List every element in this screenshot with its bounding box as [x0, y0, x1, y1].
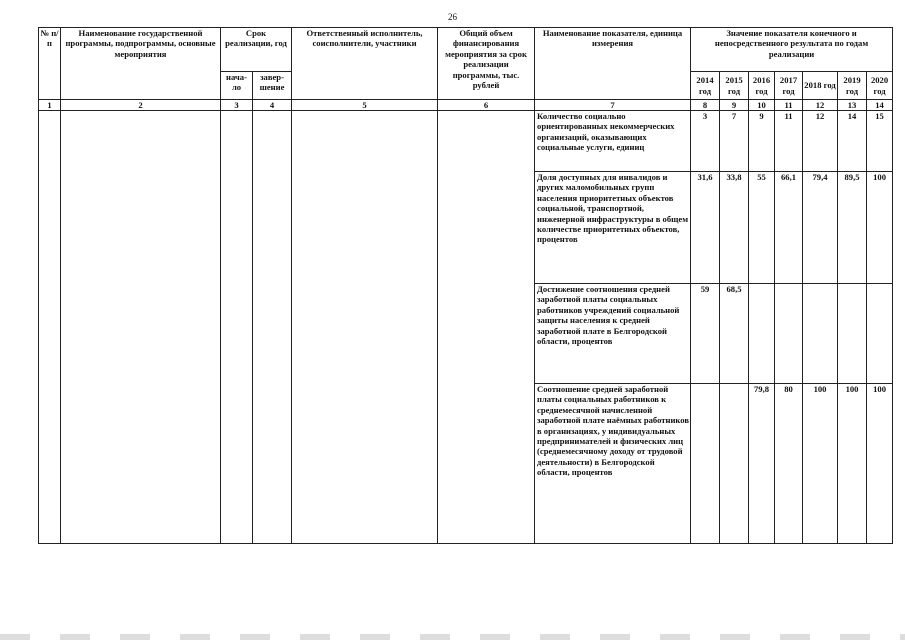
header-year: 2018 год	[803, 72, 838, 100]
column-numbers-row	[39, 100, 893, 111]
header-year: 2020 год	[867, 72, 893, 100]
value-cell	[720, 384, 749, 544]
indicator-name: Количество социально ориентированных некоммерческих организаций, оказывающих социальные услуги, единиц	[535, 111, 691, 172]
column-number: 2	[61, 100, 221, 111]
column-number: 5	[292, 100, 438, 111]
column-number: 12	[803, 100, 838, 111]
column-number: 11	[775, 100, 803, 111]
column-number: 3	[221, 100, 253, 111]
column-number: 7	[535, 100, 691, 111]
end-cell	[253, 111, 292, 544]
column-number: 14	[867, 100, 893, 111]
header-executor: Ответственный исполнитель, соисполнители, участники	[292, 28, 438, 100]
header-year: 2019 год	[838, 72, 867, 100]
value-cell	[749, 284, 775, 384]
value-cell: 11	[775, 111, 803, 172]
value-cell: 100	[803, 384, 838, 544]
value-cell: 59	[691, 284, 720, 384]
header-program-name: Наименование государственной программы, подпрограммы, основные мероприятия	[61, 28, 221, 100]
header-end: завер-шение	[253, 72, 292, 100]
indicator-name: Достижение соотношения средней заработной платы социальных работников учреждений социальной защиты населения к средней заработной плате в Белгородской области, процентов	[535, 284, 691, 384]
value-cell	[838, 284, 867, 384]
value-cell: 12	[803, 111, 838, 172]
column-number: 10	[749, 100, 775, 111]
number-cell	[39, 111, 61, 544]
indicators-table	[38, 27, 893, 544]
header-funding: Общий объем финансирования мероприятия за срок реализации программы, тыс. рублей	[438, 28, 535, 100]
column-number: 1	[39, 100, 61, 111]
funding-cell	[438, 111, 535, 544]
value-cell: 15	[867, 111, 893, 172]
header-term: Срок реализации, год	[221, 28, 292, 72]
indicator-name: Доля доступных для инвалидов и других маломобильных групп населения приоритетных объектов социальной, транспортной, инженерной инфраструктуры в общем количестве приоритетных объектов, процентов	[535, 172, 691, 284]
indicator-name: Соотношение средней заработной платы социальных работников к среднемесячной начисленной заработной плате наёмных работников в организациях, у индивидуальных предпринимателей и физических лиц (среднемесячному доходу от трудовой деятельности) в Белгородской области, процентов	[535, 384, 691, 544]
page-number: 26	[448, 12, 457, 22]
value-cell: 79,4	[803, 172, 838, 284]
start-cell	[221, 111, 253, 544]
header-year: 2017 год	[775, 72, 803, 100]
value-cell: 79,8	[749, 384, 775, 544]
value-cell: 31,6	[691, 172, 720, 284]
column-number: 13	[838, 100, 867, 111]
column-number: 6	[438, 100, 535, 111]
value-cell: 3	[691, 111, 720, 172]
header-year: 2014 год	[691, 72, 720, 100]
column-number: 8	[691, 100, 720, 111]
header-year: 2015 год	[720, 72, 749, 100]
value-cell	[775, 284, 803, 384]
value-cell: 100	[867, 172, 893, 284]
value-cell: 55	[749, 172, 775, 284]
header-values-group: Значение показателя конечного и непосредственного результата по годам реализации	[691, 28, 893, 72]
scan-edge-artifact	[0, 634, 905, 640]
value-cell: 33,8	[720, 172, 749, 284]
value-cell: 7	[720, 111, 749, 172]
table-row	[39, 111, 893, 172]
header-number: № п/п	[39, 28, 61, 100]
column-number: 9	[720, 100, 749, 111]
value-cell: 100	[867, 384, 893, 544]
program-name-cell	[61, 111, 221, 544]
value-cell	[691, 384, 720, 544]
value-cell: 100	[838, 384, 867, 544]
header-start: нача-ло	[221, 72, 253, 100]
value-cell: 89,5	[838, 172, 867, 284]
column-number: 4	[253, 100, 292, 111]
header-year: 2016 год	[749, 72, 775, 100]
value-cell	[867, 284, 893, 384]
header-indicator-name: Наименование показателя, единица измерения	[535, 28, 691, 100]
value-cell: 80	[775, 384, 803, 544]
value-cell: 66,1	[775, 172, 803, 284]
value-cell: 9	[749, 111, 775, 172]
value-cell: 68,5	[720, 284, 749, 384]
value-cell: 14	[838, 111, 867, 172]
value-cell	[803, 284, 838, 384]
executor-cell	[292, 111, 438, 544]
